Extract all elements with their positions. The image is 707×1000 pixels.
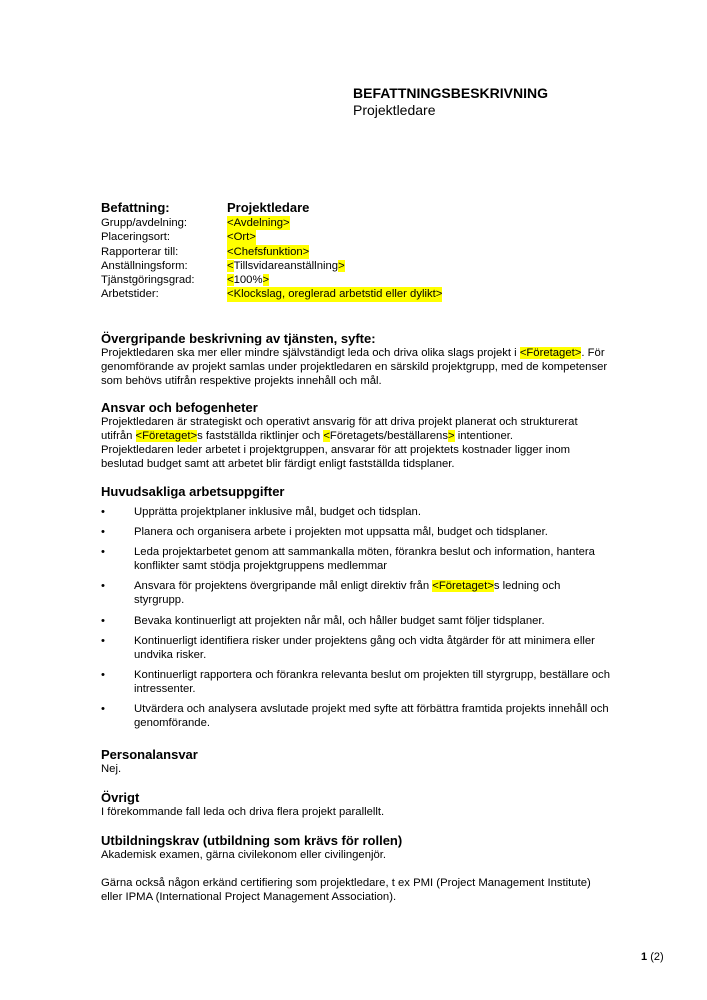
info-row-service-rate xyxy=(101,273,561,287)
section-heading: Ansvar och befogenheter xyxy=(101,400,258,415)
task-text: Ansvara för projektens övergripande mål enligt direktiv från xyxy=(134,580,433,593)
section-heading: Övergripande beskrivning av tjänsten, syfte: xyxy=(101,331,376,346)
section-heading: Övrigt xyxy=(101,790,140,805)
document-type-title: BEFATTNINGSBESKRIVNING xyxy=(353,85,548,101)
section-text xyxy=(101,415,611,471)
bullet-icon: • xyxy=(101,634,105,647)
section-other xyxy=(101,790,611,819)
placeholder-text: Tillsvidareanställning xyxy=(233,259,339,272)
list-item xyxy=(101,614,611,628)
info-label: Befattning: xyxy=(101,200,170,215)
info-label: Anställningsform: xyxy=(101,259,188,272)
info-label: Placeringsort: xyxy=(101,231,171,244)
bullet-icon: • xyxy=(101,546,105,559)
task-text: s ledning och styrgrupp. xyxy=(134,580,561,607)
list-item xyxy=(101,545,611,573)
bracket-close: > xyxy=(262,274,270,287)
info-row-location xyxy=(101,230,561,244)
placeholder-text: 100% xyxy=(233,274,263,287)
placeholder-value xyxy=(227,273,269,287)
bracket-open: < xyxy=(227,274,234,287)
task-list xyxy=(101,505,611,730)
info-row-department xyxy=(101,216,561,230)
placeholder-value: <Ort> xyxy=(227,231,256,244)
list-item xyxy=(101,505,611,519)
bullet-icon: • xyxy=(101,703,105,716)
text-run: . För genomförande av projekt samlas under projektledaren en särskild projektgrupp, med de kompetenser som behövs utifrån respektive projekts innehåll och mål. xyxy=(101,347,608,388)
task-text: Kontinuerligt rapportera och förankra relevanta beslut om projekten till styrgrupp, beställare och intressenter. xyxy=(134,668,610,695)
bullet-icon: • xyxy=(101,614,105,627)
placeholder-value xyxy=(227,259,345,273)
section-tasks xyxy=(101,484,611,730)
placeholder-company: <Företaget> xyxy=(432,580,494,593)
info-row-reports-to xyxy=(101,245,561,259)
list-item xyxy=(101,579,611,607)
list-item xyxy=(101,668,611,696)
placeholder-value: <Klockslag, oreglerad arbetstid eller dylikt> xyxy=(227,288,443,301)
section-heading: Utbildningskrav (utbildning som krävs för rollen) xyxy=(101,833,403,848)
bracket-close: > xyxy=(338,259,345,272)
placeholder-text: Företagets/beställarens xyxy=(329,430,448,443)
bracket-open: < xyxy=(323,430,330,443)
section-text: I förekommande fall leda och driva flera projekt parallellt. xyxy=(101,806,385,818)
list-item xyxy=(101,634,611,662)
section-staff-responsibility xyxy=(101,747,611,776)
task-text: Leda projektarbetet genom att sammankalla möten, förankra beslut och information, hantera konflikter samt stödja projektgruppens medlemmar xyxy=(134,546,595,573)
info-label: Tjänstgöringsgrad: xyxy=(101,274,195,287)
info-row-working-hours xyxy=(101,287,561,301)
section-education xyxy=(101,833,611,904)
task-text: Utvärdera och analysera avslutade projekt med syfte att förbättra framtida projekts innehåll och genomförande. xyxy=(134,703,609,730)
section-text: Gärna också någon erkänd certifiering som projektledare, t ex PMI (Project Management Institute) eller IPMA (International Project Management Association). xyxy=(101,877,591,904)
info-label: Rapporterar till: xyxy=(101,245,179,258)
text-run: Projektledaren ska mer eller mindre självständigt leda och driva olika slags projekt i xyxy=(101,347,520,359)
bullet-icon: • xyxy=(101,506,105,518)
placeholder-company: <Företaget> xyxy=(135,430,198,443)
bullet-icon: • xyxy=(101,580,105,593)
info-label: Grupp/avdelning: xyxy=(101,217,188,229)
placeholder-value: <Avdelning> xyxy=(227,217,290,229)
task-text: Kontinuerligt identifiera risker under projektens gång och vidta åtgärder för att minimera eller undvika risker. xyxy=(134,634,595,661)
section-overview xyxy=(101,331,611,388)
bullet-icon: • xyxy=(101,526,105,539)
page-number xyxy=(641,951,664,963)
info-row-position xyxy=(101,200,561,216)
placeholder-company: <Företaget> xyxy=(519,347,582,359)
bullet-icon: • xyxy=(101,668,105,681)
placeholder-value: <Chefsfunktion> xyxy=(227,245,310,258)
text-run: s fastställda riktlinjer och xyxy=(197,430,324,443)
text-run: intentioner. xyxy=(454,430,514,443)
section-heading: Personalansvar xyxy=(101,747,198,762)
task-text: Planera och organisera arbete i projekten mot uppsatta mål, budget och tidsplaner. xyxy=(134,526,548,539)
info-value: Projektledare xyxy=(227,200,310,215)
document-role-subtitle: Projektledare xyxy=(353,102,436,118)
section-text xyxy=(101,346,611,388)
section-heading: Huvudsakliga arbetsuppgifter xyxy=(101,484,285,499)
list-item xyxy=(101,525,611,539)
text-run: Projektledaren är strategiskt och operativt ansvarig för att driva projekt planerat och strukturerat utifrån xyxy=(101,416,578,443)
section-responsibility xyxy=(101,400,611,471)
list-item xyxy=(101,702,611,730)
position-info-table xyxy=(101,200,561,302)
task-text: Upprätta projektplaner inklusive mål, budget och tidsplan. xyxy=(134,506,421,518)
info-label: Arbetstider: xyxy=(101,288,159,301)
page-current: 1 xyxy=(641,951,648,963)
section-text: Nej. xyxy=(101,763,122,775)
bracket-close: > xyxy=(447,430,455,443)
task-text: Bevaka kontinuerligt att projekten når mål, och håller budget samt följer tidsplaner. xyxy=(134,614,545,627)
page-total: (2) xyxy=(650,951,664,963)
section-text: Akademisk examen, gärna civilekonom eller civilingenjör. xyxy=(101,849,387,861)
text-run: Projektledaren leder arbetet i projektgruppen, ansvarar för att projektets kostnader ligger inom beslutad budget samt att arbetet blir färdigt enligt fastställda tidsplaner. xyxy=(101,444,571,471)
info-row-employment-form xyxy=(101,259,561,273)
bracket-open: < xyxy=(227,259,234,272)
